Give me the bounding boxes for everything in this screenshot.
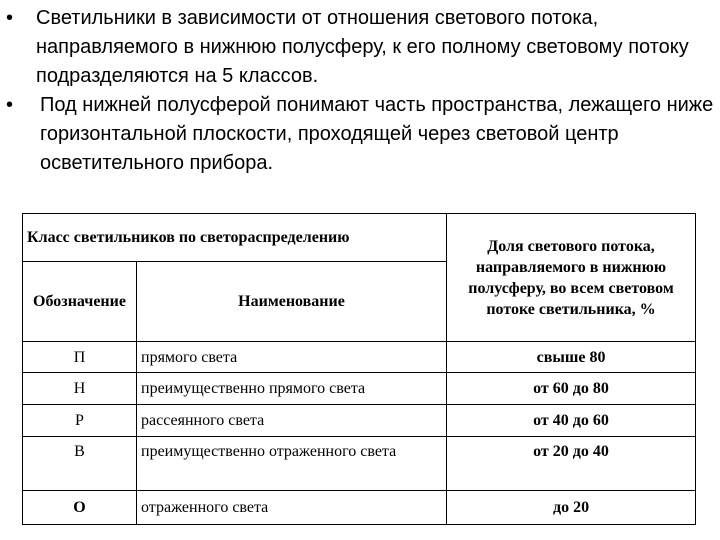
share-cell: от 40 до 60 [447,405,696,437]
bullet-item [6,4,716,91]
class-name-cell: преимущественно отраженного света [137,437,447,491]
class-code-cell: Н [23,373,137,405]
luminaire-class-table [22,213,696,525]
table-row [23,342,696,373]
share-cell: свыше 80 [447,342,696,373]
bullet-text: Под нижней полусферой понимают часть пространства, лежащего ниже горизонтальной плоскости, проходящей через световой центр осветительного прибора. [40,94,714,174]
class-name-cell: прямого света [137,342,447,373]
bullet-item [6,91,716,178]
share-header-cell: Доля светового потока, направляемого в нижнюю полусферу, во всем световом потоке светильника, % [447,214,696,342]
table-header-row [23,214,696,262]
table-row [23,405,696,437]
class-code-cell: П [23,342,137,373]
class-code-cell: В [23,437,137,491]
bullet-marker: • [6,7,14,29]
class-code-cell: Р [23,405,137,437]
designation-header-cell: Обозначение [23,262,137,342]
bullet-list [6,4,716,178]
table-row [23,491,696,525]
share-cell: от 60 до 80 [447,373,696,405]
bullet-text: Светильники в зависимости от отношения светового потока, направляемого в нижнюю полусферу, к его полному световому потоку подразделяются на 5 классов. [36,7,689,87]
share-cell: от 20 до 40 [447,437,696,491]
group-header-cell: Класс светильников по светораспределению [23,214,447,262]
class-code-cell: О [23,491,137,525]
class-name-cell: отраженного света [137,491,447,525]
table-row [23,437,696,491]
class-name-cell: преимущественно прямого света [137,373,447,405]
name-header-cell: Наименование [137,262,447,342]
share-cell: до 20 [447,491,696,525]
table-row [23,373,696,405]
class-name-cell: рассеянного света [137,405,447,437]
bullet-marker: • [6,94,14,116]
